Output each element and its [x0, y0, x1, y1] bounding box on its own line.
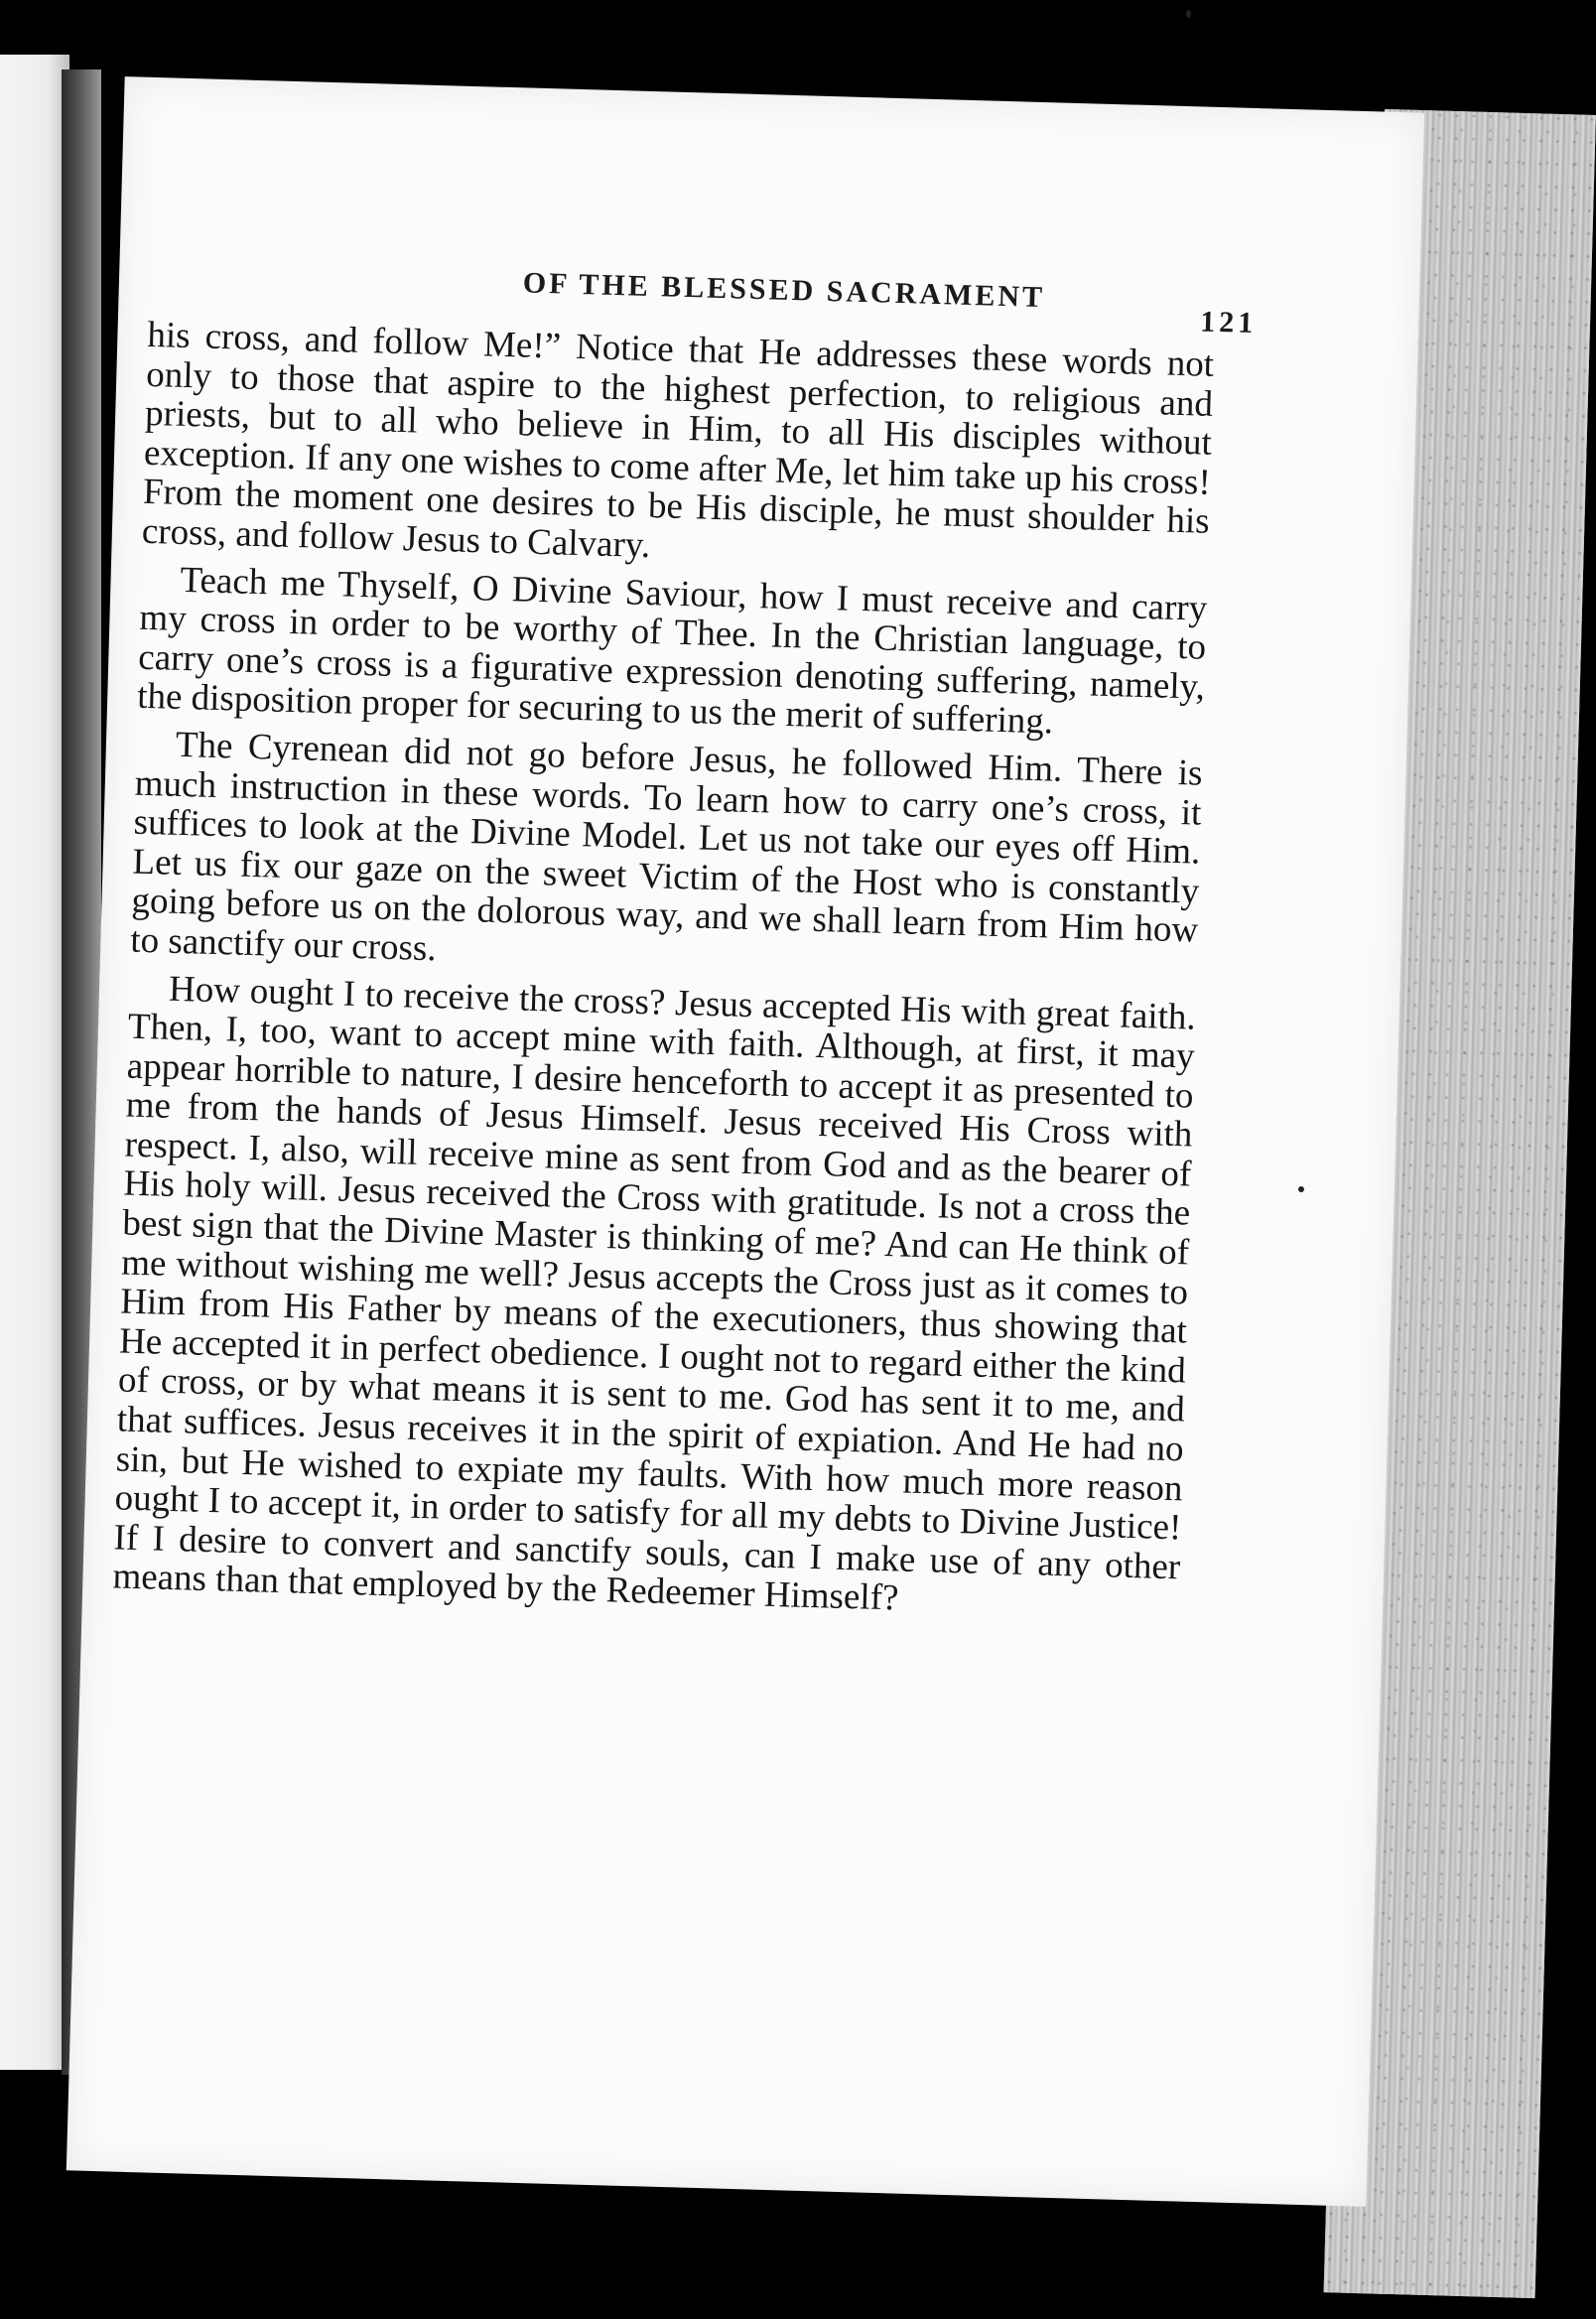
- speck-mark: [1298, 1186, 1304, 1192]
- speck-mark: [1186, 10, 1191, 18]
- paragraph-3: The Cyrenean did not go before Jesus, he followed Him. There is much instruction in these words. To learn how to carry one’s cross, it suffices to look at the Divine Model. Let us not take our eyes off Him. Let us fix our gaze on the sweet Victim of the Host who is constantly going before us on the dolorous way, and we shall learn from Him how to sanctify our cross.: [129, 724, 1204, 970]
- paragraph-4: How ought I to receive the cross? Jesus accepted His with great faith. Then, I, too, want to accept mine with faith. Although, at first, it may appear horrible to nature, I desire henceforth to accept it as presented to me from the hands of Jesus Himself. Jesus received His Cross with respect. I, also, will receive mine as sent from God and as the bearer of His holy will. Jesus received the Cross with gratitude. Is not a cross the best sign that the Divine Master is thinking of me? And can He think of me without wishing me well? Jesus accepts the Cross just as it comes to Him from His Father by means of the executioners, thus showing that He accepted it in perfect obedience. I ought not to regard either the kind of cross, or by what means it is sent to me. God has sent it to me, and that suffices. Jesus receives it in the spirit of expiation. And He had no sin, but He wished to expiate my faults. With how much more reason ought I to accept it, in order to satisfy for all my debts to Divine Justice! If I desire to convert and sanctify souls, can I make use of any other means than that employed by the Redeemer Himself?: [111, 968, 1197, 1619]
- page-text: [112, 316, 1215, 1635]
- page-number: 121: [1199, 305, 1258, 341]
- facing-page-edge: [0, 55, 69, 2070]
- paragraph-1: his cross, and follow Me!” Notice that He addresses these words not only to those that aspire to the highest perfection, to religious and priests, but to all who believe in Him, to all His disciples without exception. If any one wishes to come after Me, let him take up his cross! From the moment one desires to be His disciple, he must shoulder his cross, and follow Jesus to Calvary.: [141, 314, 1215, 567]
- book-page: [66, 76, 1424, 2207]
- paragraph-2: Teach me Thyself, O Divine Saviour, how I must receive and carry my cross in order to be worthy of Thee. In the Christian language, to carry one’s cross is a figurative expression denoting suffering, namely, the disposition proper for securing to us the merit of suffering.: [136, 559, 1208, 743]
- running-head: OF THE BLESSED SACRAMENT: [522, 266, 1046, 315]
